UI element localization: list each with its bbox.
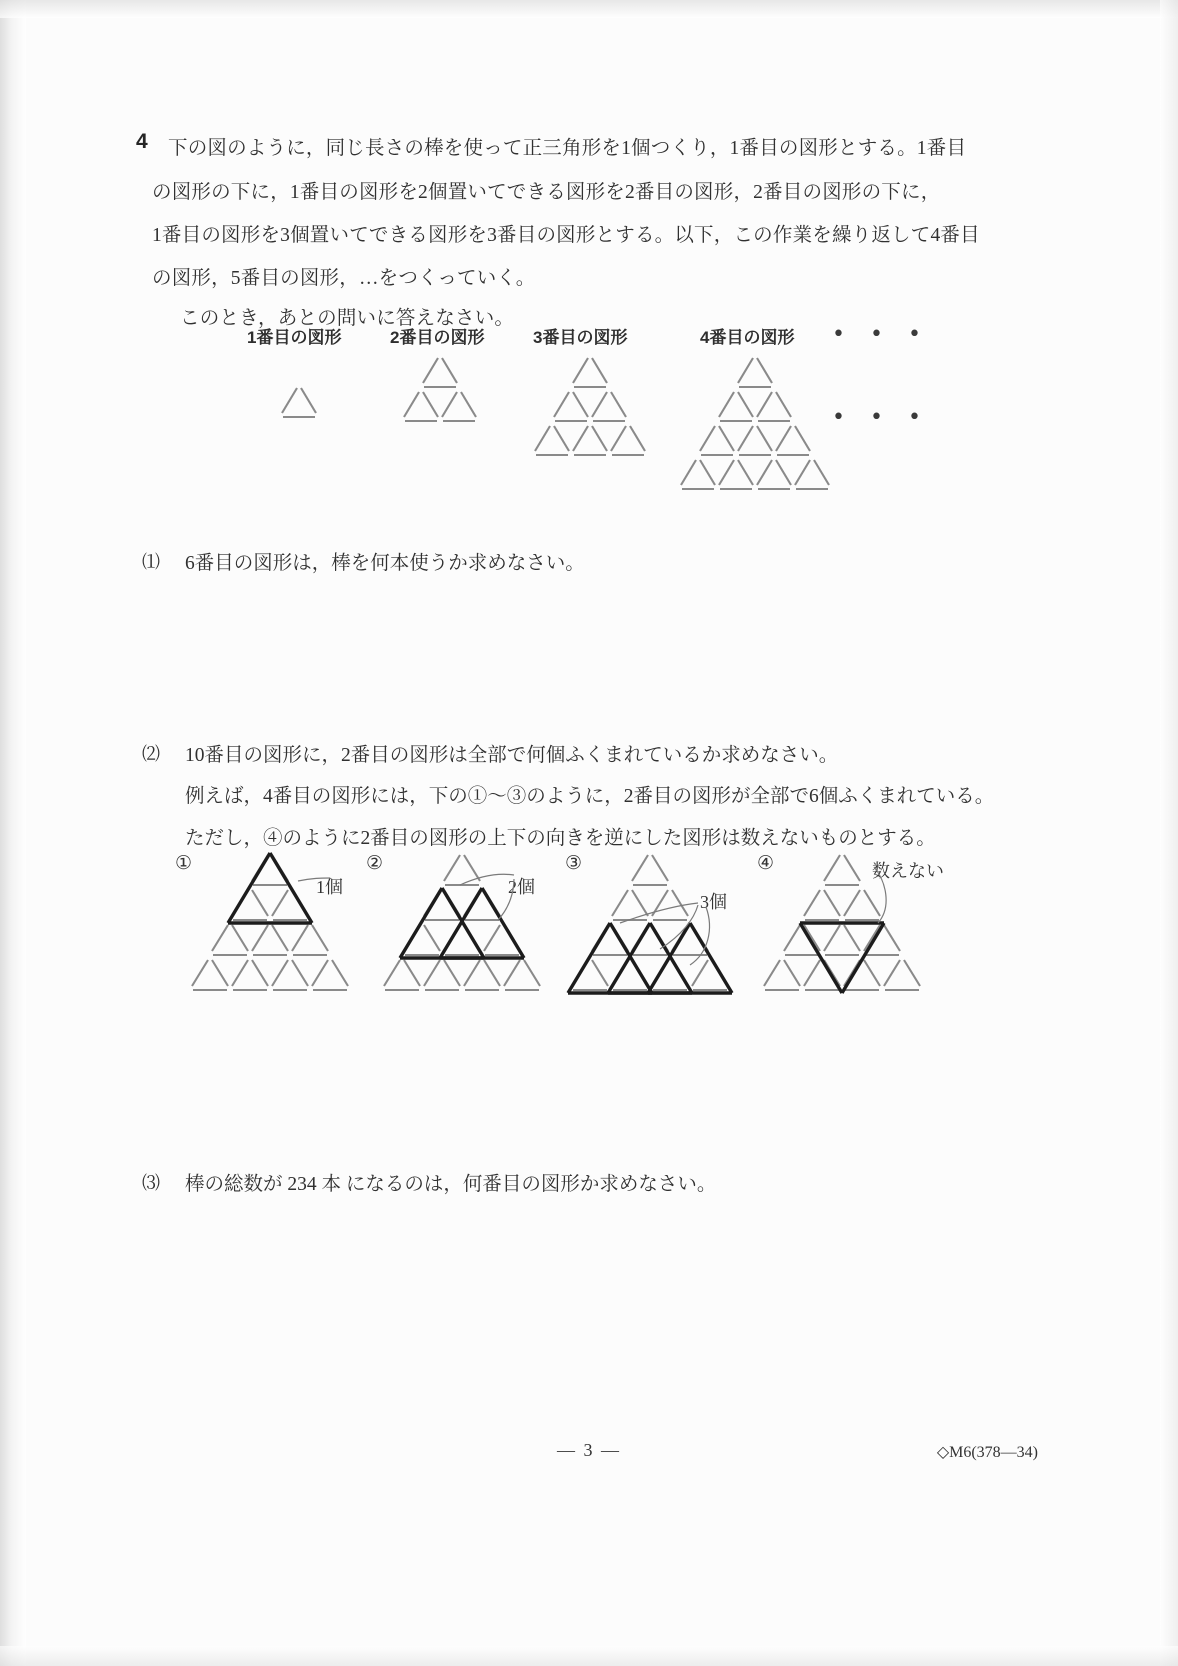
example-callout-2: 2個 <box>508 877 535 897</box>
example-callout-3: 3個 <box>700 892 727 912</box>
ellipsis-top: • • • <box>832 322 930 347</box>
example-marker-1: ① <box>175 853 193 874</box>
figure-label-4: 4番目の図形 <box>700 328 795 347</box>
example-marker-2: ② <box>366 853 384 874</box>
scan-edge-right <box>1160 0 1178 1666</box>
question-3-text: 棒の総数が 234 本 になるのは，何番目の図形か求めなさい。 <box>185 1174 717 1195</box>
lead-line-1: 下の図のように，同じ長さの棒を使って正三角形を1個つくり，1番目の図形とする。1番目 <box>168 138 967 159</box>
example-figure-4 <box>764 855 920 993</box>
lead-line-4: の図形，5番目の図形，…をつくっていく。 <box>152 268 536 289</box>
page-number: — 3 — <box>557 1440 621 1460</box>
question-2-explanation-2: ただし，④のように2番目の図形の上下の向きを逆にした図形は数えないものとする。 <box>185 828 936 849</box>
lead-line-2: の図形の下に，1番目の図形を2個置いてできる図形を2番目の図形，2番目の図形の下に， <box>152 182 941 203</box>
lead-line-5: このとき，あとの問いに答えなさい。 <box>180 308 515 329</box>
form-code: ◇M6(378—34) <box>936 1444 1038 1461</box>
scan-edge-bottom <box>0 1646 1178 1666</box>
stick-figures-row <box>130 340 1030 510</box>
question-3-marker: ⑶ <box>142 1173 160 1193</box>
scan-edge-top <box>0 0 1178 18</box>
stick-figure-4 <box>681 358 829 489</box>
lead-line-3: 1番目の図形を3個置いてできる図形を3番目の図形とする。以下，この作業を繰り返して4番目 <box>152 225 980 246</box>
example-figures-row <box>130 845 1050 1025</box>
figure-label-2: 2番目の図形 <box>390 328 485 347</box>
stick-figure-3 <box>535 358 645 455</box>
question-2-marker: ⑵ <box>142 744 160 764</box>
example-figure-1 <box>192 853 348 990</box>
scan-edge-left <box>0 0 26 1666</box>
example-callout-4: 数えない <box>872 861 944 881</box>
problem-number: 4 <box>136 130 148 153</box>
stick-figure-1 <box>282 388 316 417</box>
example-marker-4: ④ <box>757 853 775 874</box>
figure-label-3: 3番目の図形 <box>533 328 628 347</box>
example-figure-2 <box>384 855 540 990</box>
example-figure-3 <box>568 855 732 993</box>
ellipsis-bottom: • • • <box>832 405 930 430</box>
question-1-text: 6番目の図形は，棒を何本使うか求めなさい。 <box>185 553 585 574</box>
stick-figure-2 <box>404 358 476 421</box>
figure-label-1: 1番目の図形 <box>247 328 342 347</box>
question-1-marker: ⑴ <box>142 552 160 572</box>
example-marker-3: ③ <box>565 853 583 874</box>
example-callout-1: 1個 <box>316 877 343 897</box>
question-2-explanation-1: 例えば，4番目の図形には，下の①～③のように，2番目の図形が全部で6個ふくまれている。 <box>185 786 995 807</box>
question-2-text: 10番目の図形に，2番目の図形は全部で何個ふくまれているか求めなさい。 <box>185 745 839 766</box>
